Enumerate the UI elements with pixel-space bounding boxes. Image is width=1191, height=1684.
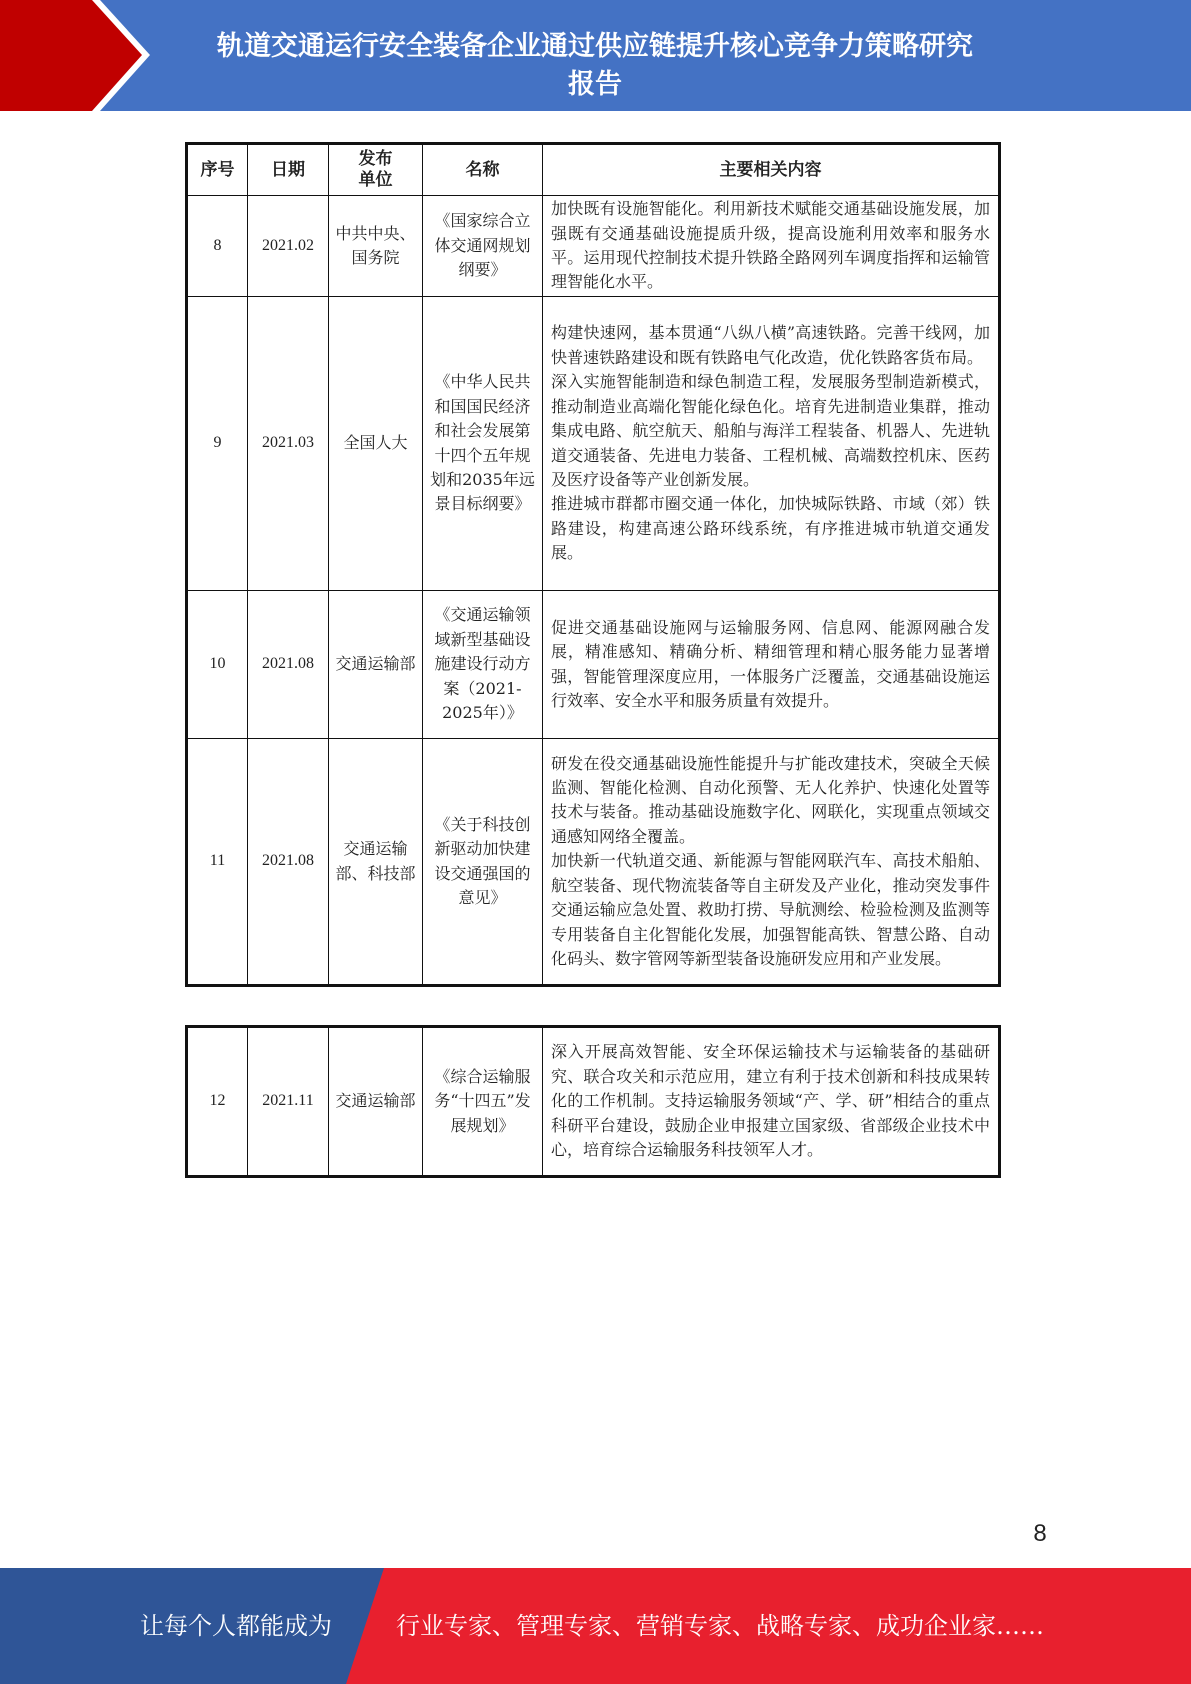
row-name: 《国家综合立体交通网规划纲要》: [423, 196, 543, 297]
row-no: 11: [187, 739, 248, 986]
table-row: [187, 1027, 1000, 1177]
row-date: 2021.11: [248, 1027, 329, 1177]
row-unit: 交通运输部: [329, 1027, 423, 1177]
report-title-line1: 轨道交通运行安全装备企业通过供应链提升核心竞争力策略研究: [217, 31, 973, 62]
content-paragraph: 推进城市群都市圈交通一体化，加快城际铁路、市域（郊）铁路建设，构建高速公路环线系统，有序推进城市轨道交通发展。: [551, 494, 990, 563]
header-no: 序号: [187, 144, 248, 196]
table-row: [187, 591, 1000, 739]
row-date: 2021.08: [248, 739, 329, 986]
row-content: [543, 196, 1000, 297]
footer-slogan-left: 让每个人都能成为: [140, 1612, 332, 1640]
report-title-line2: 报告: [568, 69, 622, 100]
policy-table-continued: [185, 1025, 1001, 1178]
policy-table: [185, 142, 1001, 987]
page-footer: [0, 1568, 1191, 1684]
header-arrow-decoration: [0, 0, 160, 111]
row-name: 《综合运输服务“十四五”发展规划》: [423, 1027, 543, 1177]
row-content: [543, 1027, 1000, 1177]
row-no: 10: [187, 591, 248, 739]
footer-slogan-right: 行业专家、管理专家、营销专家、战略专家、成功企业家……: [396, 1612, 1044, 1640]
row-content: [543, 739, 1000, 986]
content-paragraph: 深入实施智能制造和绿色制造工程，发展服务型制造新模式，推动制造业高端化智能化绿色化。培育先进制造业集群，推动集成电路、航空航天、船舶与海洋工程装备、机器人、先进轨道交通装备、先进电力装备、工程机械、高端数控机床、医药及医疗设备等产业创新发展。: [551, 372, 990, 489]
row-unit: 交通运输部: [329, 591, 423, 739]
row-unit: 中共中央、国务院: [329, 196, 423, 297]
header-unit: [329, 144, 423, 196]
row-unit: 全国人大: [329, 297, 423, 591]
row-name: 《中华人民共和国国民经济和社会发展第十四个五年规划和2035年远景目标纲要》: [423, 297, 543, 591]
header-name: 名称: [423, 144, 543, 196]
header-unit-line2: 单位: [358, 170, 393, 190]
header-unit-line1: 发布: [358, 149, 393, 169]
row-date: 2021.03: [248, 297, 329, 591]
table-row: [187, 196, 1000, 297]
row-content: [543, 297, 1000, 591]
table-row: [187, 297, 1000, 591]
row-unit: 交通运输部、科技部: [329, 739, 423, 986]
row-name: 《关于科技创新驱动加快建设交通强国的意见》: [423, 739, 543, 986]
header-content: 主要相关内容: [543, 144, 1000, 196]
content-paragraph: 研发在役交通基础设施性能提升与扩能改建技术，突破全天候监测、智能化检测、自动化预警、无人化养护、快速化处置等技术与装备。推动基础设施数字化、网联化，实现重点领域交通感知网络全覆盖。: [551, 753, 990, 846]
row-name: 《交通运输领域新型基础设施建设行动方案（2021-2025年）》: [423, 591, 543, 739]
table-row: [187, 739, 1000, 986]
row-date: 2021.08: [248, 591, 329, 739]
header-date: 日期: [248, 144, 329, 196]
row-no: 12: [187, 1027, 248, 1177]
row-no: 9: [187, 297, 248, 591]
content-paragraph: 深入开展高效智能、安全环保运输技术与运输装备的基础研究、联合攻关和示范应用，建立有利于技术创新和科技成果转化的工作机制。支持运输服务领域“产、学、研”相结合的重点科研平台建设，鼓励企业申报建立国家级、省部级企业技术中心，培育综合运输服务科技领军人才。: [551, 1042, 990, 1160]
report-title: [150, 28, 1040, 104]
row-content: [543, 591, 1000, 739]
table-header-row: [187, 144, 1000, 196]
content-paragraph: 促进交通基础设施网与运输服务网、信息网、能源网融合发展，精准感知、精确分析、精细管理和精心服务能力显著增强，智能管理深度应用，一体服务广泛覆盖，交通基础设施运行效率、安全水平和服务质量有效提升。: [551, 617, 990, 710]
content-paragraph: 构建快速网，基本贯通“八纵八横”高速铁路。完善干线网，加快普速铁路建设和既有铁路电气化改造，优化铁路客货布局。: [551, 323, 990, 367]
content-paragraph: 加快新一代轨道交通、新能源与智能网联汽车、高技术船舶、航空装备、现代物流装备等自主研发及产业化，推动突发事件交通运输应急处置、救助打捞、导航测绘、检验检测及监测等专用装备自主化智能化发展，加强智能高铁、智慧公路、自动化码头、数字管网等新型装备设施研发应用和产业发展。: [551, 851, 990, 968]
page-number: 8: [1033, 1520, 1047, 1547]
content-paragraph: 加快既有设施智能化。利用新技术赋能交通基础设施发展，加强既有交通基础设施提质升级，提高设施利用效率和服务水平。运用现代控制技术提升铁路全路网列车调度指挥和运输管理智能化水平。: [551, 199, 990, 292]
row-no: 8: [187, 196, 248, 297]
page-header: [0, 0, 1191, 111]
row-date: 2021.02: [248, 196, 329, 297]
